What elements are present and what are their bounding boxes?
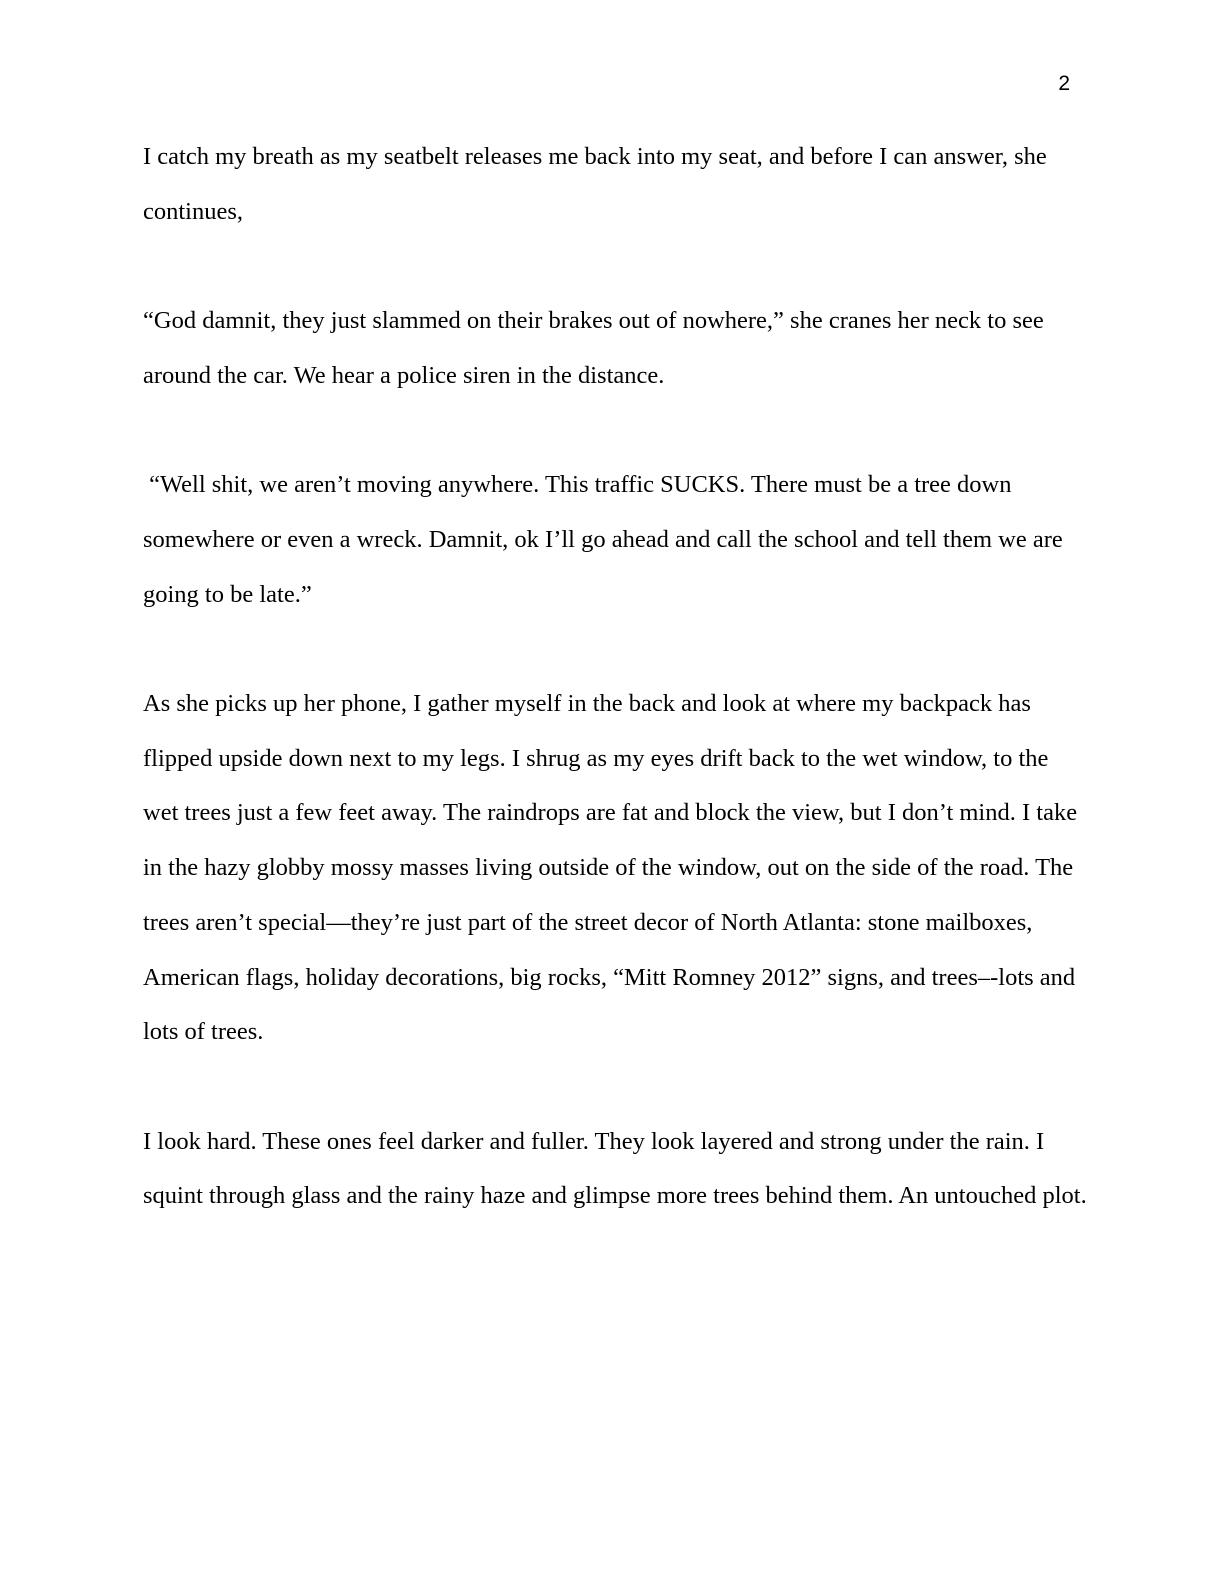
paragraph-1: I catch my breath as my seatbelt releases me back into my seat, and before I can answer, she continues, bbox=[143, 143, 1047, 225]
paragraph-3: “Well shit, we aren’t moving anywhere. This traffic SUCKS. There must be a tree down somewhere or even a wreck. Damnit, ok I’ll go ahead and call the school and tell them we are going to be late.” bbox=[143, 471, 1069, 608]
page-number: 2 bbox=[1058, 72, 1070, 95]
document-body bbox=[143, 130, 1088, 1279]
paragraph-4: As she picks up her phone, I gather myself in the back and look at where my backpack has flipped upside down next to my legs. I shrug as my eyes drift back to the wet window, to the wet trees just a few feet away. The raindrops are fat and block the view, but I don’t mind. I take in the hazy globby mossy masses living outside of the window, out on the side of the road. The trees aren’t special—they’re just part of the street decor of North Atlanta: stone mailboxes, American flags, holiday decorations, big rocks, “Mitt Romney 2012” signs, and trees–-lots and lots of trees. bbox=[143, 689, 1078, 1046]
paragraph-5: I look hard. These ones feel darker and fuller. They look layered and strong under the rain. I squint through glass and the rainy haze and glimpse more trees behind them. An untouched plot. bbox=[143, 1127, 1087, 1210]
paragraph-2: “God damnit, they just slammed on their brakes out of nowhere,” she cranes her neck to see around the car. We hear a police siren in the distance. bbox=[143, 307, 1044, 389]
